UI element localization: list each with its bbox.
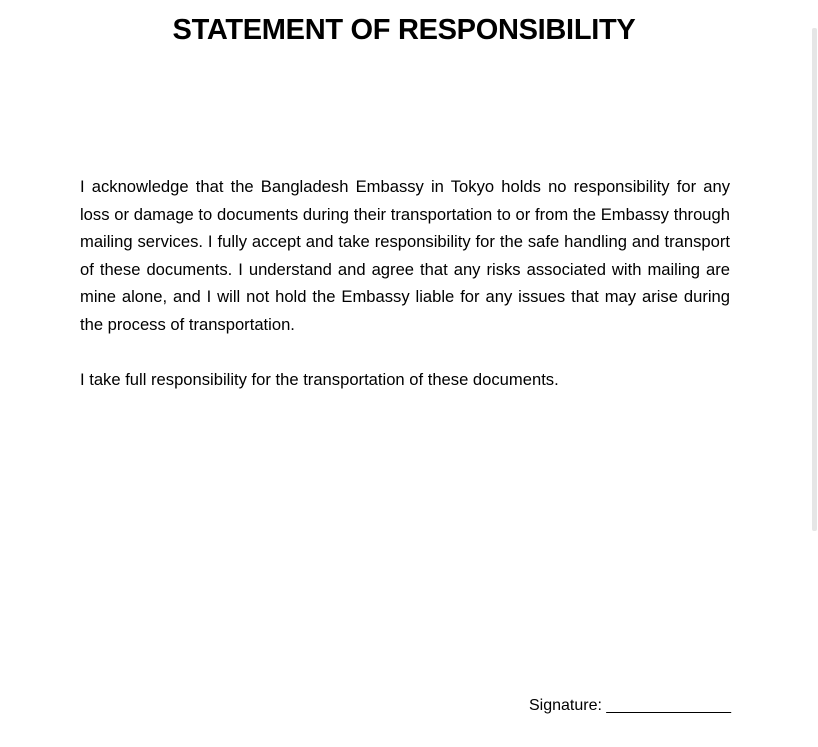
acknowledgement-paragraph: I acknowledge that the Bangladesh Embassy in Tokyo holds no responsibility for any loss or damage to documents during their transportation to or from the Embassy through mailing services. I fully accept and take responsibility for the safe handling and transport of these documents. I understand and agree that any risks associated with mailing are mine alone, and I will not hold the Embassy liable for any issues that may arise during the process of transportation.: [80, 177, 730, 334]
page-title: STATEMENT OF RESPONSIBILITY: [172, 14, 636, 46]
responsibility-paragraph: I take full responsibility for the transportation of these documents.: [80, 370, 559, 389]
scrollbar-thumb[interactable]: [812, 28, 817, 531]
signature-line: Signature: ______________: [529, 697, 731, 714]
vertical-scrollbar[interactable]: [810, 0, 818, 747]
